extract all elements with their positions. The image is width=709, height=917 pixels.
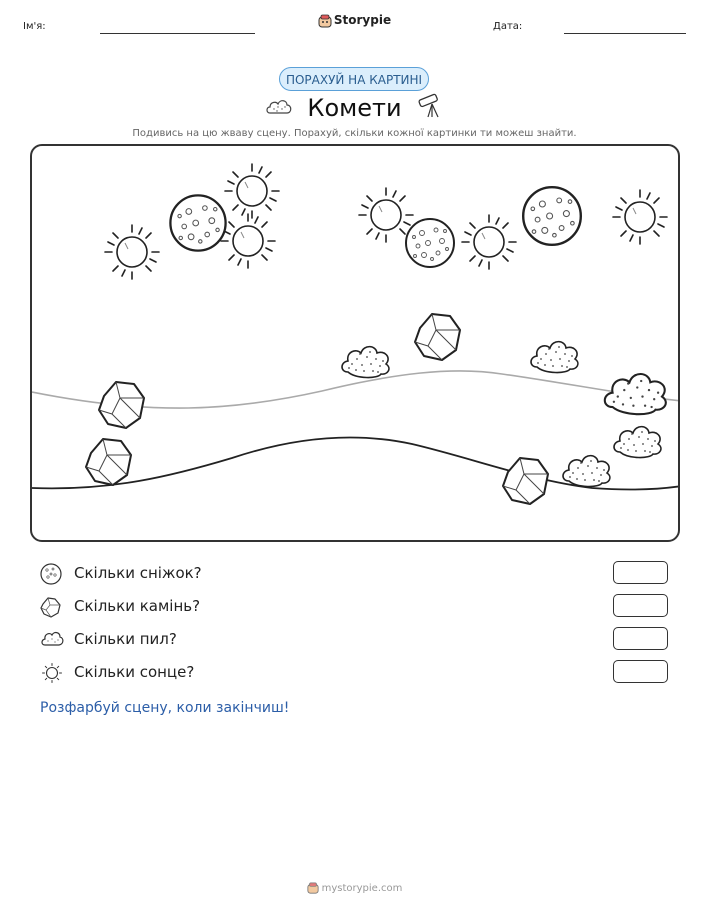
sun-3	[221, 214, 275, 268]
brand	[0, 13, 709, 28]
count-badge: ПОРАХУЙ НА КАРТИНІ	[279, 67, 429, 91]
page-title: Комети	[307, 94, 402, 122]
question-row-sun	[40, 661, 680, 685]
rock-2	[86, 439, 131, 485]
date-line[interactable]	[564, 33, 686, 34]
page-subtitle: Подивись на цю жваву сцену. Порахуй, скільки кожної картинки ти можеш знайти.	[132, 128, 577, 139]
question-text: Скільки пил?	[74, 630, 177, 648]
answer-box-sun[interactable]	[613, 660, 668, 683]
question-text: Скільки камінь?	[74, 597, 201, 615]
question-row-dust	[40, 628, 680, 652]
brand-name: Storypie	[333, 13, 392, 27]
name-label: Ім'я:	[23, 21, 46, 32]
telescope-icon	[416, 92, 446, 120]
question-row-rock	[40, 595, 680, 619]
sun-2	[225, 164, 279, 218]
question-text: Скільки сніжок?	[74, 564, 202, 582]
sun-6	[613, 190, 667, 244]
sun-5	[462, 215, 516, 269]
dust-5	[563, 456, 610, 487]
answer-box-dust[interactable]	[613, 627, 668, 650]
snowball-3	[523, 187, 581, 245]
dust-4	[614, 427, 661, 458]
sun-icon	[40, 662, 64, 684]
dust-2	[531, 342, 578, 373]
date-label: Дата:	[493, 21, 523, 32]
storypie-logo-icon	[318, 14, 332, 28]
snowball-icon	[40, 563, 62, 585]
dust-1	[342, 347, 389, 378]
scene-illustration	[32, 146, 680, 542]
rock-1	[99, 382, 144, 428]
scene-frame	[30, 144, 680, 542]
rock-4	[503, 458, 548, 504]
dust-3	[605, 374, 666, 414]
sun-1	[105, 225, 159, 279]
storypie-logo-icon	[307, 882, 319, 894]
question-row-snowball	[40, 562, 680, 586]
footer-url[interactable]: mystorypie.com	[321, 883, 403, 894]
name-line[interactable]	[100, 33, 255, 34]
sun-4	[359, 188, 413, 242]
rock-icon	[40, 596, 62, 618]
answer-box-snowball[interactable]	[613, 561, 668, 584]
answer-box-rock[interactable]	[613, 594, 668, 617]
question-text: Скільки сонце?	[74, 663, 195, 681]
dust-icon	[40, 629, 64, 651]
coloring-instruction: Розфарбуй сцену, коли закінчиш!	[40, 700, 290, 716]
snowball-1	[170, 195, 225, 250]
rock-3	[415, 314, 460, 360]
snowball-2	[406, 219, 454, 267]
footer	[0, 882, 709, 894]
